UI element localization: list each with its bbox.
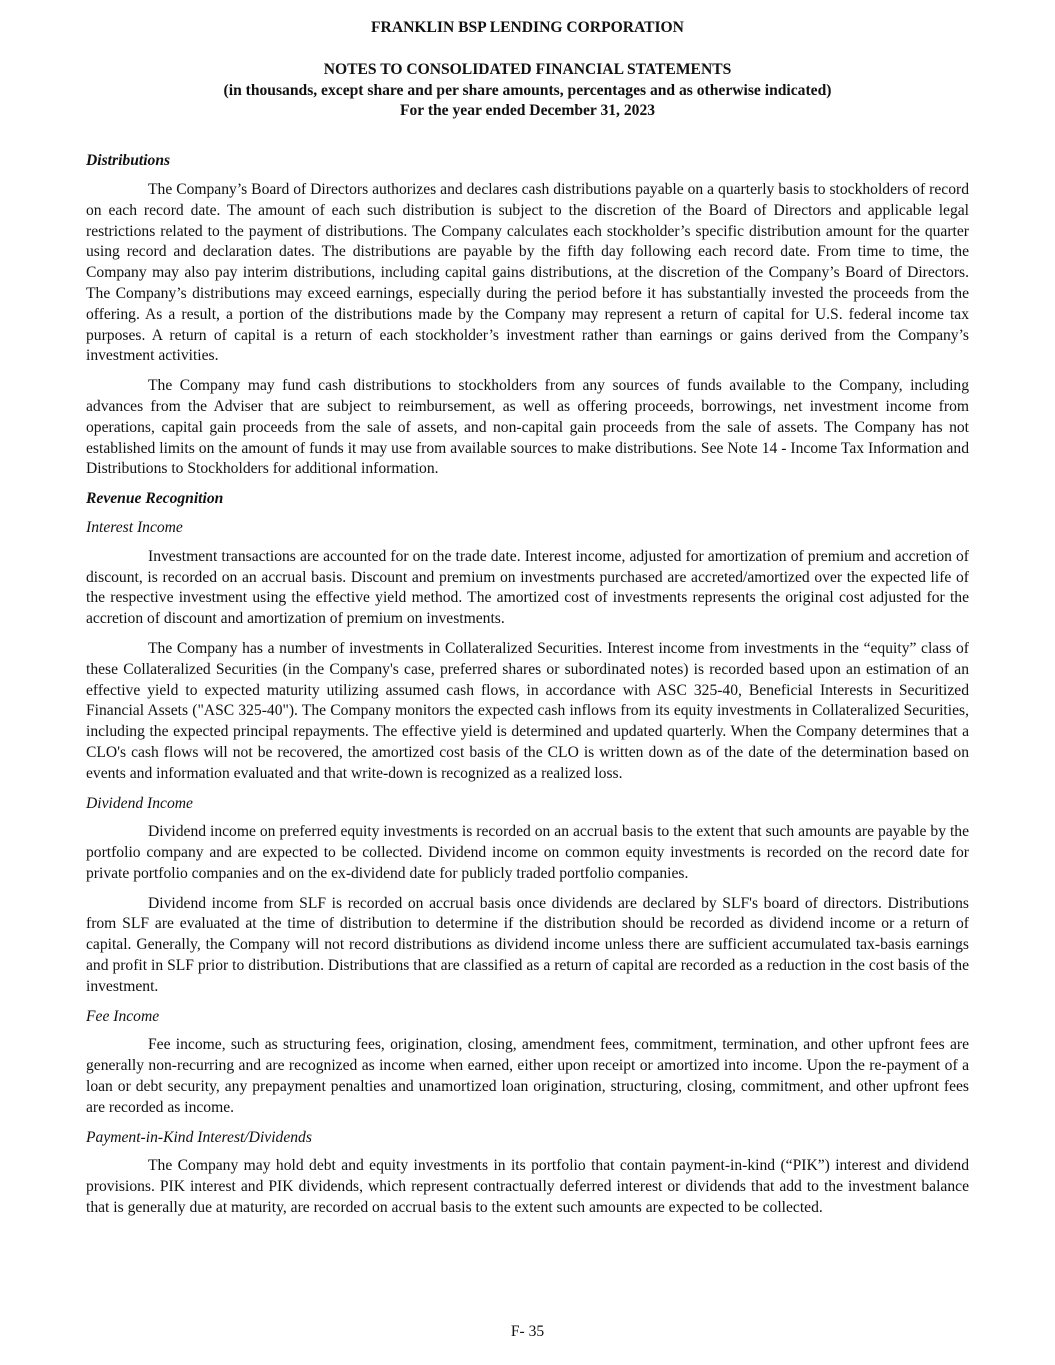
statement-period: For the year ended December 31, 2023 <box>399 102 656 120</box>
pik-paragraph-1: The Company may hold debt and equity investments in its portfolio that contain payment-in-kind (“PIK”) interest and dividend provisions. PIK interest and PIK dividends, which represent contractually deferred interest or dividends that add to the investment balance that is generally due at maturity, are recorded on accrual basis to the extent such amounts are expected to be collected. <box>86 1157 969 1217</box>
interest-income-paragraph-1: Investment transactions are accounted for on the trade date. Interest income, adjusted for amortization of premium and accretion of discount, is recorded on an accrual basis. Discount and premium on investments purchased are accreted/amortized over the expected life of the respective investment using the effective yield method. The amortized cost of investments represents the original cost adjusted for the accretion of discount and amortization of premium on investments. <box>86 547 969 628</box>
distributions-paragraph-1: The Company’s Board of Directors authorizes and declares cash distributions payable on a quarterly basis to stockholders of record on each record date. The amount of each such distribution is subject to the discretion of the Board of Directors and applicable legal restrictions related to the payment of distributions. The Company calculates each stockholder’s specific distribution amount for the quarter using record and declaration dates. The distributions are payable by the fifth day following each record date. From time to time, the Company may also pay interim distributions, including capital gains distributions, at the discretion of the Company’s Board of Directors. The Company’s distributions may exceed earnings, especially during the period before it has substantially invested the proceeds from the offering. As a result, a portion of the distributions made by the Company may represent a return of capital for U.S. federal income tax purposes. A return of capital is a return of each stockholder’s investment rather than earnings or gains derived from the Company’s investment activities. <box>86 180 969 365</box>
fee-income-paragraph-1: Fee income, such as structuring fees, origination, closing, amendment fees, commitment, termination, and other upfront fees are generally non-recurring and are recognized as income when earned, either upon receipt or amortized into income. Upon the re-payment of a loan or debt security, any prepayment penalties and unamortized loan origination, structuring, closing, commitment, and other upfront fees are recorded as income. <box>86 1036 969 1116</box>
statement-subtitle: (in thousands, except share and per share amounts, percentages and as otherwise indicated) <box>223 81 832 99</box>
page-number: F- 35 <box>510 1323 545 1340</box>
distributions-paragraph-2: The Company may fund cash distributions to stockholders from any sources of funds available to the Company, including advances from the Adviser that are subject to reimbursement, as well as offering proceeds, borrowings, net investment income from operations, capital gain proceeds from the sale of assets, and non-capital gain proceeds from the sale of assets. The Company has not established limits on the amount of funds it may use from available sources to make distributions. See Note 14 - Income Tax Information and Distributions to Stockholders for additional information. <box>86 377 969 478</box>
interest-income-heading: Interest Income <box>86 518 183 536</box>
pik-heading: Payment-in-Kind Interest/Dividends <box>86 1128 312 1146</box>
interest-income-paragraph-2: The Company has a number of investments in Collateralized Securities. Interest income from investments in the “equity” class of these Collateralized Securities (in the Company's case, preferred shares or subordinated notes) is recorded based upon an estimation of an effective yield to expected maturity utilizing assumed cash flows, in accordance with ASC 325-40, Beneficial Interests in Securitized Financial Assets ("ASC 325-40"). The Company monitors the expected cash inflows from its equity investments in Collateralized Securities, including the expected principal repayments. The effective yield is determined and updated quarterly. When the Company determines that a CLO's cash flows will not be recovered, the amortized cost basis of the CLO is written down as of the date of the determination based on events and information evaluated and that write-down is recognized as a realized loss. <box>86 639 969 782</box>
fee-income-heading: Fee Income <box>86 1007 160 1025</box>
statement-header <box>86 60 969 122</box>
company-name: FRANKLIN BSP LENDING CORPORATION <box>371 19 684 36</box>
distributions-heading: Distributions <box>86 152 171 170</box>
revenue-recognition-heading: Revenue Recognition <box>86 490 224 508</box>
dividend-income-heading: Dividend Income <box>86 794 193 812</box>
dividend-income-paragraph-1: Dividend income on preferred equity investments is recorded on an accrual basis to the extent that such amounts are payable by the portfolio company and are expected to be collected. Dividend income on common equity investments is recorded on the record date for private portfolio companies and on the ex-dividend date for publicly traded portfolio companies. <box>86 823 969 882</box>
statement-title: NOTES TO CONSOLIDATED FINANCIAL STATEMENTS <box>323 60 732 78</box>
dividend-income-paragraph-2: Dividend income from SLF is recorded on accrual basis once dividends are declared by SLF's board of directors. Distributions from SLF are evaluated at the time of distribution to determine if the distribution should be recorded as dividend income or a return of capital. Generally, the Company will not record distributions as dividend income unless there are sufficient accumulated tax-basis earnings and profit in SLF prior to distribution. Distributions that are classified as a return of capital are recorded as a reduction in the cost basis of the investment. <box>86 894 969 995</box>
